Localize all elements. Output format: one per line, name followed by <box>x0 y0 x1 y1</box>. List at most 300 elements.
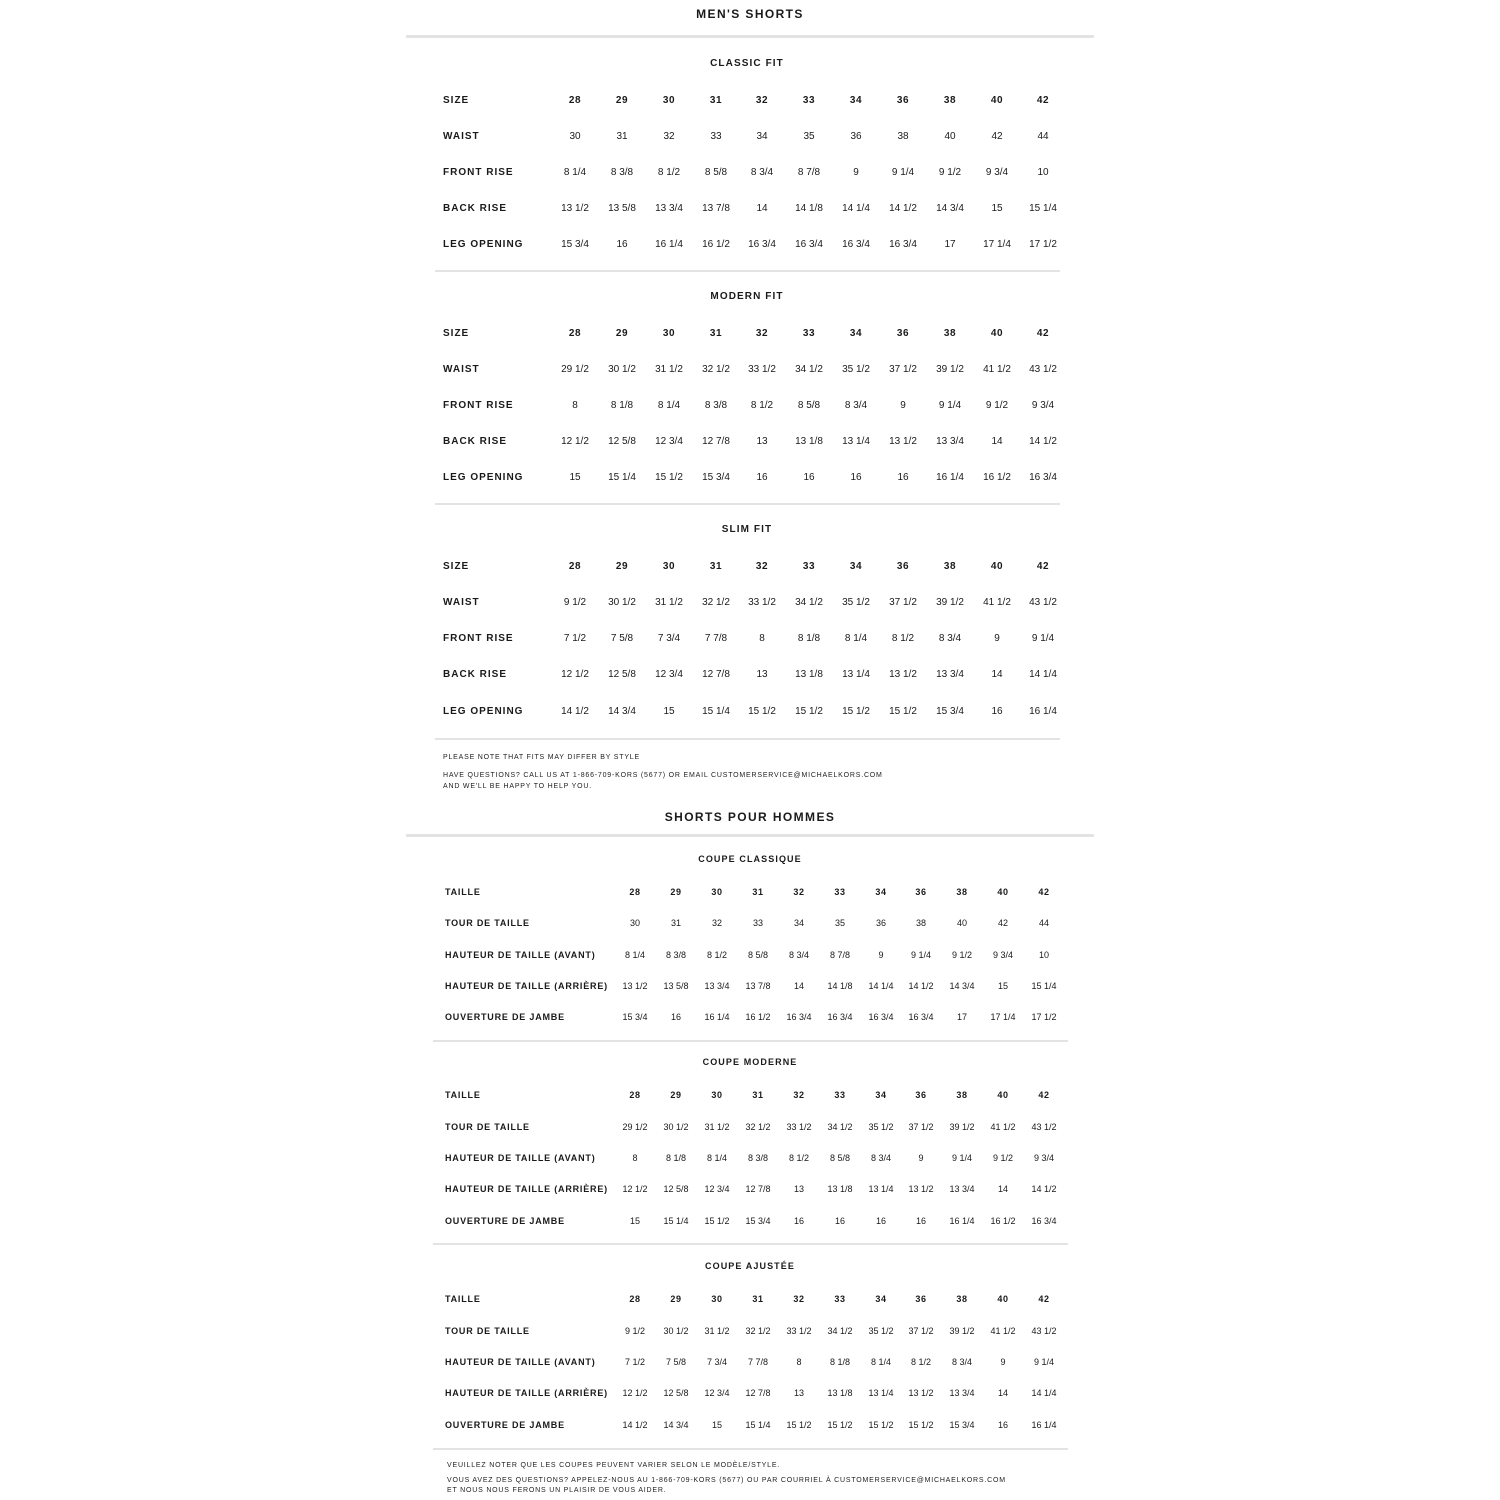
row-label: TAILLE <box>445 1090 481 1100</box>
size-header-cell: 42 <box>1038 887 1050 897</box>
measurement-cell: 35 <box>834 918 845 928</box>
section-divider <box>433 1040 1068 1042</box>
measurement-cell: 43 1/2 <box>1029 597 1057 608</box>
row-label: TOUR DE TAILLE <box>445 1326 530 1336</box>
measurement-cell: 9 1/2 <box>624 1326 646 1336</box>
row-label: TOUR DE TAILLE <box>445 918 530 928</box>
measurement-cell: 7 3/4 <box>657 633 681 644</box>
row-label: BACK RISE <box>443 669 508 680</box>
size-header-cell: 33 <box>802 328 816 339</box>
measurement-cell: 34 <box>793 918 804 928</box>
measurement-cell: 16 3/4 <box>889 239 917 250</box>
row-label: HAUTEUR DE TAILLE (AVANT) <box>445 950 596 960</box>
section-title: COUPE MODERNE <box>702 1057 798 1067</box>
measurement-cell: 9 3/4 <box>992 950 1014 960</box>
measurement-cell: 34 <box>756 131 768 142</box>
section-divider <box>433 1243 1068 1245</box>
measurement-cell: 12 7/8 <box>745 1388 771 1398</box>
measurement-cell: 12 7/8 <box>702 669 730 680</box>
measurement-cell: 14 3/4 <box>608 706 636 717</box>
footnote-line: PLEASE NOTE THAT FITS MAY DIFFER BY STYLE <box>443 754 640 761</box>
measurement-cell: 8 7/8 <box>797 167 821 178</box>
measurement-cell: 17 1/2 <box>1031 1012 1057 1022</box>
measurement-cell: 12 5/8 <box>663 1184 689 1194</box>
measurement-cell: 14 1/8 <box>795 203 823 214</box>
measurement-cell: 13 <box>756 669 768 680</box>
size-header-cell: 30 <box>662 95 676 106</box>
measurement-cell: 14 1/2 <box>889 203 917 214</box>
measurement-cell: 16 3/4 <box>1031 1216 1057 1226</box>
row-label: LEG OPENING <box>443 706 524 717</box>
measurement-cell: 16 <box>997 1420 1008 1430</box>
measurement-cell: 14 1/2 <box>908 981 934 991</box>
measurement-cell: 15 3/4 <box>702 472 730 483</box>
measurement-cell: 16 <box>897 472 909 483</box>
measurement-cell: 7 5/8 <box>610 633 634 644</box>
measurement-cell: 14 1/4 <box>842 203 870 214</box>
section-divider <box>435 270 1060 272</box>
measurement-cell: 35 1/2 <box>842 364 870 375</box>
measurement-cell: 8 1/2 <box>657 167 681 178</box>
measurement-cell: 16 <box>915 1216 926 1226</box>
row-label: FRONT RISE <box>443 633 514 644</box>
measurement-cell: 38 <box>915 918 926 928</box>
size-header-cell: 28 <box>568 95 582 106</box>
size-header-cell: 32 <box>755 328 769 339</box>
measurement-cell: 31 1/2 <box>655 597 683 608</box>
measurement-cell: 42 <box>991 131 1003 142</box>
measurement-cell: 37 1/2 <box>908 1326 934 1336</box>
measurement-cell: 8 3/4 <box>750 167 774 178</box>
measurement-cell: 13 1/4 <box>842 669 870 680</box>
measurement-cell: 13 3/4 <box>655 203 683 214</box>
measurement-cell: 32 <box>663 131 675 142</box>
measurement-cell: 33 1/2 <box>786 1326 812 1336</box>
measurement-cell: 17 <box>944 239 956 250</box>
measurement-cell: 8 1/2 <box>750 400 774 411</box>
measurement-cell: 13 1/2 <box>889 669 917 680</box>
measurement-cell: 16 1/4 <box>949 1216 975 1226</box>
size-header-cell: 34 <box>849 95 863 106</box>
row-label: HAUTEUR DE TAILLE (ARRIÈRE) <box>445 1184 608 1194</box>
footnote-line: VOUS AVEZ DES QUESTIONS? APPELEZ-NOUS AU 1-866-709-KORS (5677) OU PAR COURRIEL À CUSTOMERSERVICE@MICHAELKORS.COM <box>447 1477 1006 1484</box>
size-header-cell: 32 <box>793 1090 805 1100</box>
measurement-cell: 38 <box>897 131 909 142</box>
measurement-cell: 37 1/2 <box>908 1122 934 1132</box>
measurement-cell: 15 1/2 <box>908 1420 934 1430</box>
measurement-cell: 31 1/2 <box>704 1122 730 1132</box>
footnote-line: AND WE'LL BE HAPPY TO HELP YOU. <box>443 783 592 790</box>
measurement-cell: 9 3/4 <box>985 167 1009 178</box>
measurement-cell: 8 3/4 <box>951 1357 973 1367</box>
measurement-cell: 15 1/2 <box>655 472 683 483</box>
measurement-cell: 12 5/8 <box>608 669 636 680</box>
measurement-cell: 13 1/4 <box>868 1184 894 1194</box>
measurement-cell: 8 7/8 <box>829 950 851 960</box>
measurement-cell: 16 <box>834 1216 845 1226</box>
row-label: WAIST <box>443 364 480 375</box>
measurement-cell: 15 <box>997 981 1008 991</box>
measurement-cell: 37 1/2 <box>889 364 917 375</box>
measurement-cell: 12 1/2 <box>561 669 589 680</box>
measurement-cell: 13 5/8 <box>663 981 689 991</box>
english-title-divider <box>406 35 1094 38</box>
measurement-cell: 8 1/2 <box>706 950 728 960</box>
measurement-cell: 9 3/4 <box>1031 400 1055 411</box>
measurement-cell: 8 1/2 <box>788 1153 810 1163</box>
measurement-cell: 16 1/4 <box>936 472 964 483</box>
measurement-cell: 29 1/2 <box>561 364 589 375</box>
measurement-cell: 14 1/2 <box>622 1420 648 1430</box>
measurement-cell: 16 <box>793 1216 804 1226</box>
measurement-cell: 13 1/4 <box>868 1388 894 1398</box>
measurement-cell: 10 <box>1038 950 1049 960</box>
size-header-cell: 28 <box>568 328 582 339</box>
measurement-cell: 10 <box>1037 167 1049 178</box>
measurement-cell: 30 1/2 <box>608 364 636 375</box>
measurement-cell: 14 1/2 <box>1031 1184 1057 1194</box>
measurement-cell: 39 1/2 <box>936 597 964 608</box>
size-header-cell: 29 <box>615 95 629 106</box>
measurement-cell: 8 1/4 <box>870 1357 892 1367</box>
measurement-cell: 34 1/2 <box>827 1326 853 1336</box>
measurement-cell: 16 1/2 <box>702 239 730 250</box>
size-header-cell: 40 <box>990 561 1004 572</box>
measurement-cell: 42 <box>997 918 1008 928</box>
row-label: FRONT RISE <box>443 167 514 178</box>
measurement-cell: 9 1/4 <box>910 950 932 960</box>
size-header-cell: 31 <box>709 328 723 339</box>
footnote-line: HAVE QUESTIONS? CALL US AT 1-866-709-KORS (5677) OR EMAIL CUSTOMERSERVICE@MICHAELKORS.COM <box>443 772 883 779</box>
measurement-cell: 15 1/2 <box>704 1216 730 1226</box>
measurement-cell: 32 <box>711 918 722 928</box>
measurement-cell: 39 1/2 <box>949 1122 975 1132</box>
measurement-cell: 9 1/2 <box>938 167 962 178</box>
row-label: SIZE <box>443 328 470 339</box>
measurement-cell: 16 <box>616 239 628 250</box>
measurement-cell: 9 1/2 <box>992 1153 1014 1163</box>
measurement-cell: 8 1/4 <box>844 633 868 644</box>
size-header-cell: 32 <box>793 1294 805 1304</box>
measurement-cell: 8 1/8 <box>665 1153 687 1163</box>
measurement-cell: 8 3/8 <box>665 950 687 960</box>
measurement-cell: 32 1/2 <box>745 1326 771 1336</box>
measurement-cell: 12 3/4 <box>704 1388 730 1398</box>
size-header-cell: 36 <box>896 561 910 572</box>
size-header-cell: 31 <box>752 887 764 897</box>
measurement-cell: 7 7/8 <box>747 1357 769 1367</box>
measurement-cell: 16 <box>803 472 815 483</box>
measurement-cell: 16 1/2 <box>990 1216 1016 1226</box>
size-header-cell: 42 <box>1036 95 1050 106</box>
measurement-cell: 7 7/8 <box>704 633 728 644</box>
measurement-cell: 9 <box>994 633 1000 644</box>
row-label: OUVERTURE DE JAMBE <box>445 1420 565 1430</box>
row-label: OUVERTURE DE JAMBE <box>445 1012 565 1022</box>
size-header-cell: 32 <box>793 887 805 897</box>
measurement-cell: 16 <box>670 1012 681 1022</box>
size-header-cell: 38 <box>956 887 968 897</box>
measurement-cell: 15 1/4 <box>702 706 730 717</box>
measurement-cell: 16 1/2 <box>983 472 1011 483</box>
measurement-cell: 12 1/2 <box>622 1388 648 1398</box>
measurement-cell: 8 3/4 <box>844 400 868 411</box>
measurement-cell: 13 5/8 <box>608 203 636 214</box>
size-header-cell: 34 <box>849 561 863 572</box>
measurement-cell: 9 1/2 <box>951 950 973 960</box>
measurement-cell: 15 3/4 <box>745 1216 771 1226</box>
measurement-cell: 16 <box>756 472 768 483</box>
size-header-cell: 28 <box>629 1090 641 1100</box>
measurement-cell: 9 1/2 <box>985 400 1009 411</box>
size-header-cell: 28 <box>629 1294 641 1304</box>
measurement-cell: 15 1/4 <box>663 1216 689 1226</box>
measurement-cell: 15 <box>629 1216 640 1226</box>
measurement-cell: 15 <box>569 472 581 483</box>
measurement-cell: 43 1/2 <box>1031 1326 1057 1336</box>
size-header-cell: 40 <box>990 95 1004 106</box>
measurement-cell: 40 <box>956 918 967 928</box>
row-label: BACK RISE <box>443 436 508 447</box>
measurement-cell: 16 3/4 <box>748 239 776 250</box>
measurement-cell: 8 1/4 <box>624 950 646 960</box>
measurement-cell: 30 1/2 <box>663 1326 689 1336</box>
measurement-cell: 8 1/8 <box>797 633 821 644</box>
measurement-cell: 14 1/4 <box>1031 1388 1057 1398</box>
size-header-cell: 42 <box>1038 1090 1050 1100</box>
measurement-cell: 8 3/8 <box>610 167 634 178</box>
measurement-cell: 14 <box>997 1388 1008 1398</box>
measurement-cell: 15 1/2 <box>786 1420 812 1430</box>
measurement-cell: 17 1/4 <box>990 1012 1016 1022</box>
row-label: TAILLE <box>445 1294 481 1304</box>
measurement-cell: 17 1/4 <box>983 239 1011 250</box>
measurement-cell: 13 7/8 <box>702 203 730 214</box>
measurement-cell: 43 1/2 <box>1031 1122 1057 1132</box>
measurement-cell: 32 1/2 <box>702 597 730 608</box>
size-header-cell: 34 <box>849 328 863 339</box>
measurement-cell: 16 1/4 <box>704 1012 730 1022</box>
measurement-cell: 15 <box>711 1420 722 1430</box>
measurement-cell: 41 1/2 <box>983 364 1011 375</box>
footnote-line: VEUILLEZ NOTER QUE LES COUPES PEUVENT VARIER SELON LE MODÈLE/STYLE. <box>447 1462 781 1469</box>
section-title: MODERN FIT <box>710 291 784 302</box>
measurement-cell: 9 <box>878 950 884 960</box>
size-header-cell: 36 <box>896 328 910 339</box>
measurement-cell: 13 1/8 <box>795 669 823 680</box>
measurement-cell: 17 1/2 <box>1029 239 1057 250</box>
measurement-cell: 13 7/8 <box>745 981 771 991</box>
size-header-cell: 31 <box>752 1090 764 1100</box>
size-header-cell: 33 <box>834 887 846 897</box>
measurement-cell: 9 1/4 <box>951 1153 973 1163</box>
size-header-cell: 36 <box>915 887 927 897</box>
measurement-cell: 40 <box>944 131 956 142</box>
size-header-cell: 42 <box>1036 561 1050 572</box>
measurement-cell: 8 1/4 <box>706 1153 728 1163</box>
size-header-cell: 40 <box>997 887 1009 897</box>
measurement-cell: 30 1/2 <box>608 597 636 608</box>
measurement-cell: 7 3/4 <box>706 1357 728 1367</box>
measurement-cell: 15 1/4 <box>1029 203 1057 214</box>
size-header-cell: 38 <box>943 561 957 572</box>
size-header-cell: 32 <box>755 561 769 572</box>
measurement-cell: 36 <box>850 131 862 142</box>
row-label: SIZE <box>443 95 470 106</box>
measurement-cell: 12 7/8 <box>745 1184 771 1194</box>
measurement-cell: 44 <box>1038 918 1049 928</box>
measurement-cell: 13 1/8 <box>827 1388 853 1398</box>
measurement-cell: 16 <box>875 1216 886 1226</box>
measurement-cell: 8 1/2 <box>910 1357 932 1367</box>
measurement-cell: 8 3/8 <box>747 1153 769 1163</box>
measurement-cell: 14 <box>756 203 768 214</box>
french-title: SHORTS POUR HOMMES <box>664 810 836 824</box>
measurement-cell: 7 1/2 <box>624 1357 646 1367</box>
measurement-cell: 13 <box>793 1388 804 1398</box>
measurement-cell: 14 3/4 <box>936 203 964 214</box>
measurement-cell: 8 3/4 <box>788 950 810 960</box>
measurement-cell: 14 <box>991 669 1003 680</box>
row-label: HAUTEUR DE TAILLE (ARRIÈRE) <box>445 1388 608 1398</box>
size-header-cell: 40 <box>997 1294 1009 1304</box>
measurement-cell: 41 1/2 <box>990 1326 1016 1336</box>
measurement-cell: 13 1/2 <box>889 436 917 447</box>
measurement-cell: 9 <box>900 400 906 411</box>
measurement-cell: 15 1/2 <box>889 706 917 717</box>
size-header-cell: 38 <box>956 1090 968 1100</box>
size-header-cell: 38 <box>943 328 957 339</box>
measurement-cell: 8 1/8 <box>610 400 634 411</box>
row-label: HAUTEUR DE TAILLE (ARRIÈRE) <box>445 981 608 991</box>
row-label: FRONT RISE <box>443 400 514 411</box>
measurement-cell: 13 1/2 <box>622 981 648 991</box>
measurement-cell: 15 1/2 <box>795 706 823 717</box>
row-label: WAIST <box>443 597 480 608</box>
measurement-cell: 15 3/4 <box>936 706 964 717</box>
measurement-cell: 15 1/2 <box>868 1420 894 1430</box>
measurement-cell: 29 1/2 <box>622 1122 648 1132</box>
measurement-cell: 35 1/2 <box>842 597 870 608</box>
section-divider <box>435 738 1060 740</box>
measurement-cell: 15 <box>663 706 675 717</box>
measurement-cell: 41 1/2 <box>983 597 1011 608</box>
measurement-cell: 15 3/4 <box>561 239 589 250</box>
measurement-cell: 14 3/4 <box>949 981 975 991</box>
measurement-cell: 15 1/4 <box>608 472 636 483</box>
size-header-cell: 30 <box>711 1294 723 1304</box>
measurement-cell: 14 3/4 <box>663 1420 689 1430</box>
measurement-cell: 8 <box>796 1357 802 1367</box>
measurement-cell: 9 1/2 <box>563 597 587 608</box>
measurement-cell: 35 1/2 <box>868 1122 894 1132</box>
measurement-cell: 9 1/4 <box>891 167 915 178</box>
measurement-cell: 31 1/2 <box>704 1326 730 1336</box>
measurement-cell: 8 3/4 <box>938 633 962 644</box>
measurement-cell: 13 1/4 <box>842 436 870 447</box>
measurement-cell: 43 1/2 <box>1029 364 1057 375</box>
measurement-cell: 14 1/2 <box>561 706 589 717</box>
row-label: OUVERTURE DE JAMBE <box>445 1216 565 1226</box>
measurement-cell: 34 1/2 <box>827 1122 853 1132</box>
size-header-cell: 38 <box>943 95 957 106</box>
measurement-cell: 14 <box>997 1184 1008 1194</box>
measurement-cell: 35 1/2 <box>868 1326 894 1336</box>
measurement-cell: 15 3/4 <box>622 1012 648 1022</box>
size-header-cell: 36 <box>915 1090 927 1100</box>
measurement-cell: 13 3/4 <box>936 436 964 447</box>
measurement-cell: 39 1/2 <box>949 1326 975 1336</box>
measurement-cell: 9 1/4 <box>938 400 962 411</box>
measurement-cell: 30 <box>629 918 640 928</box>
measurement-cell: 31 <box>616 131 628 142</box>
measurement-cell: 8 5/8 <box>829 1153 851 1163</box>
measurement-cell: 12 3/4 <box>704 1184 730 1194</box>
measurement-cell: 13 1/2 <box>561 203 589 214</box>
measurement-cell: 13 <box>793 1184 804 1194</box>
measurement-cell: 8 <box>759 633 765 644</box>
size-header-cell: 33 <box>834 1294 846 1304</box>
measurement-cell: 8 1/8 <box>829 1357 851 1367</box>
measurement-cell: 13 1/2 <box>908 1388 934 1398</box>
measurement-cell: 16 3/4 <box>868 1012 894 1022</box>
size-header-cell: 33 <box>802 561 816 572</box>
measurement-cell: 16 3/4 <box>827 1012 853 1022</box>
measurement-cell: 34 1/2 <box>795 364 823 375</box>
measurement-cell: 8 1/2 <box>891 633 915 644</box>
measurement-cell: 16 <box>850 472 862 483</box>
measurement-cell: 9 <box>853 167 859 178</box>
measurement-cell: 7 1/2 <box>563 633 587 644</box>
measurement-cell: 12 1/2 <box>622 1184 648 1194</box>
size-header-cell: 30 <box>711 887 723 897</box>
measurement-cell: 16 3/4 <box>842 239 870 250</box>
size-header-cell: 29 <box>670 887 682 897</box>
measurement-cell: 7 5/8 <box>665 1357 687 1367</box>
measurement-cell: 32 1/2 <box>702 364 730 375</box>
measurement-cell: 12 7/8 <box>702 436 730 447</box>
measurement-cell: 15 <box>991 203 1003 214</box>
size-header-cell: 33 <box>802 95 816 106</box>
measurement-cell: 34 1/2 <box>795 597 823 608</box>
measurement-cell: 14 <box>991 436 1003 447</box>
measurement-cell: 9 1/4 <box>1033 1357 1055 1367</box>
size-header-cell: 31 <box>752 1294 764 1304</box>
row-label: SIZE <box>443 561 470 572</box>
measurement-cell: 8 <box>632 1153 638 1163</box>
measurement-cell: 14 1/4 <box>1029 669 1057 680</box>
measurement-cell: 33 1/2 <box>748 597 776 608</box>
size-header-cell: 38 <box>956 1294 968 1304</box>
measurement-cell: 15 1/2 <box>842 706 870 717</box>
measurement-cell: 8 5/8 <box>797 400 821 411</box>
size-header-cell: 29 <box>615 561 629 572</box>
measurement-cell: 16 3/4 <box>908 1012 934 1022</box>
measurement-cell: 13 3/4 <box>949 1184 975 1194</box>
measurement-cell: 33 1/2 <box>748 364 776 375</box>
size-header-cell: 34 <box>875 887 887 897</box>
size-header-cell: 30 <box>662 561 676 572</box>
measurement-cell: 12 3/4 <box>655 669 683 680</box>
measurement-cell: 12 1/2 <box>561 436 589 447</box>
row-label: HAUTEUR DE TAILLE (AVANT) <box>445 1153 596 1163</box>
measurement-cell: 16 1/4 <box>655 239 683 250</box>
row-label: LEG OPENING <box>443 472 524 483</box>
measurement-cell: 35 <box>803 131 815 142</box>
measurement-cell: 16 1/2 <box>745 1012 771 1022</box>
measurement-cell: 8 1/4 <box>563 167 587 178</box>
measurement-cell: 9 1/4 <box>1031 633 1055 644</box>
